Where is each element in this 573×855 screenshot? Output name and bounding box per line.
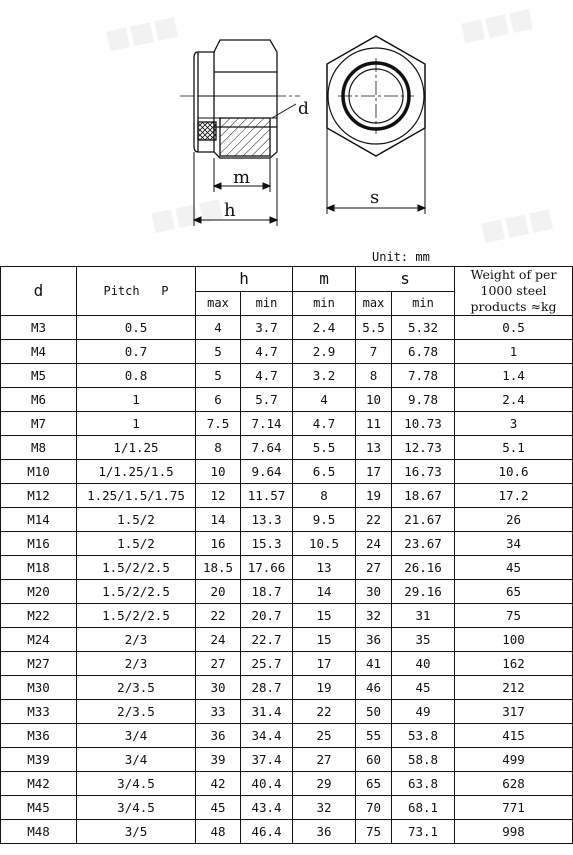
cell-h-min: 43.4 xyxy=(241,796,293,820)
cell-s-min: 26.16 xyxy=(392,556,455,580)
cell-s-max: 22 xyxy=(356,508,392,532)
cell-d: M6 xyxy=(1,388,77,412)
cell-weight: 628 xyxy=(455,772,573,796)
cell-h-max: 36 xyxy=(196,724,241,748)
cell-pitch: 3/4 xyxy=(77,748,196,772)
cell-h-max: 10 xyxy=(196,460,241,484)
cell-s-max: 7 xyxy=(356,340,392,364)
cell-m-min: 36 xyxy=(293,820,356,844)
table-row xyxy=(1,556,573,580)
cell-m-min: 17 xyxy=(293,652,356,676)
cell-pitch: 1.5/2/2.5 xyxy=(77,604,196,628)
cell-weight: 0.5 xyxy=(455,316,573,340)
table-row xyxy=(1,820,573,844)
cell-pitch: 0.5 xyxy=(77,316,196,340)
cell-s-min: 45 xyxy=(392,676,455,700)
cell-s-max: 32 xyxy=(356,604,392,628)
cell-h-min: 3.7 xyxy=(241,316,293,340)
cell-s-min: 73.1 xyxy=(392,820,455,844)
cell-m-min: 9.5 xyxy=(293,508,356,532)
cell-m-min: 6.5 xyxy=(293,460,356,484)
cell-h-max: 7.5 xyxy=(196,412,241,436)
cell-h-min: 4.7 xyxy=(241,364,293,388)
cell-m-min: 10.5 xyxy=(293,532,356,556)
cell-m-min: 29 xyxy=(293,772,356,796)
cell-weight: 771 xyxy=(455,796,573,820)
cell-pitch: 0.7 xyxy=(77,340,196,364)
cell-s-min: 6.78 xyxy=(392,340,455,364)
cell-h-max: 12 xyxy=(196,484,241,508)
cell-h-min: 9.64 xyxy=(241,460,293,484)
cell-weight: 10.6 xyxy=(455,460,573,484)
unit-label: Unit: mm xyxy=(372,250,430,264)
cell-pitch: 1.25/1.5/1.75 xyxy=(77,484,196,508)
cell-h-min: 4.7 xyxy=(241,340,293,364)
cell-m-min: 19 xyxy=(293,676,356,700)
header-s-max: max xyxy=(356,291,392,316)
cell-s-min: 9.78 xyxy=(392,388,455,412)
cell-d: M39 xyxy=(1,748,77,772)
cell-d: M42 xyxy=(1,772,77,796)
cell-weight: 415 xyxy=(455,724,573,748)
cell-pitch: 1.5/2/2.5 xyxy=(77,556,196,580)
cell-h-max: 16 xyxy=(196,532,241,556)
table-row xyxy=(1,484,573,508)
cell-d: M30 xyxy=(1,676,77,700)
cell-s-min: 58.8 xyxy=(392,748,455,772)
watermark: ■■■ xyxy=(102,10,182,56)
cell-s-min: 18.67 xyxy=(392,484,455,508)
table-row xyxy=(1,388,573,412)
header-h: h xyxy=(196,267,293,292)
watermark: ■■■ xyxy=(457,2,537,48)
cell-m-min: 32 xyxy=(293,796,356,820)
cell-s-min: 21.67 xyxy=(392,508,455,532)
cell-s-max: 17 xyxy=(356,460,392,484)
cell-h-max: 33 xyxy=(196,700,241,724)
table-row xyxy=(1,532,573,556)
table-row xyxy=(1,772,573,796)
cell-d: M7 xyxy=(1,412,77,436)
cell-pitch: 2/3 xyxy=(77,628,196,652)
cell-s-min: 68.1 xyxy=(392,796,455,820)
cell-pitch: 2/3.5 xyxy=(77,676,196,700)
cell-s-min: 5.32 xyxy=(392,316,455,340)
cell-pitch: 1/1.25 xyxy=(77,436,196,460)
table-row xyxy=(1,436,573,460)
drawing-label-h: h xyxy=(224,200,236,221)
cell-s-min: 23.67 xyxy=(392,532,455,556)
cell-pitch: 1/1.25/1.5 xyxy=(77,460,196,484)
cell-d: M20 xyxy=(1,580,77,604)
cell-h-max: 20 xyxy=(196,580,241,604)
cell-pitch: 1.5/2 xyxy=(77,508,196,532)
cell-h-min: 20.7 xyxy=(241,604,293,628)
cell-weight: 17.2 xyxy=(455,484,573,508)
cell-h-min: 31.4 xyxy=(241,700,293,724)
cell-d: M33 xyxy=(1,700,77,724)
cell-weight: 1 xyxy=(455,340,573,364)
cell-d: M5 xyxy=(1,364,77,388)
cell-h-min: 25.7 xyxy=(241,652,293,676)
header-pitch: Pitch P xyxy=(77,267,196,316)
cell-s-max: 24 xyxy=(356,532,392,556)
cell-m-min: 15 xyxy=(293,604,356,628)
drawing-label-d: d xyxy=(298,99,309,119)
header-s: s xyxy=(356,267,455,292)
cell-s-min: 10.73 xyxy=(392,412,455,436)
cell-m-min: 25 xyxy=(293,724,356,748)
table-row xyxy=(1,364,573,388)
cell-h-min: 37.4 xyxy=(241,748,293,772)
table-row xyxy=(1,628,573,652)
cell-d: M48 xyxy=(1,820,77,844)
cell-s-min: 12.73 xyxy=(392,436,455,460)
table-row xyxy=(1,580,573,604)
cell-weight: 34 xyxy=(455,532,573,556)
cell-h-max: 30 xyxy=(196,676,241,700)
table-row xyxy=(1,316,573,340)
cell-h-min: 15.3 xyxy=(241,532,293,556)
cell-d: M12 xyxy=(1,484,77,508)
cell-h-min: 7.64 xyxy=(241,436,293,460)
cell-weight: 998 xyxy=(455,820,573,844)
cell-h-min: 28.7 xyxy=(241,676,293,700)
cell-weight: 317 xyxy=(455,700,573,724)
cell-m-min: 15 xyxy=(293,628,356,652)
cell-d: M3 xyxy=(1,316,77,340)
cell-d: M18 xyxy=(1,556,77,580)
table-row xyxy=(1,340,573,364)
cell-h-max: 5 xyxy=(196,340,241,364)
cell-m-min: 22 xyxy=(293,700,356,724)
header-weight: Weight of per 1000 steel products ≈kg xyxy=(455,267,573,316)
cell-h-max: 48 xyxy=(196,820,241,844)
header-d: d xyxy=(1,267,77,316)
cell-s-max: 13 xyxy=(356,436,392,460)
cell-m-min: 13 xyxy=(293,556,356,580)
cell-s-max: 65 xyxy=(356,772,392,796)
nut-drawing xyxy=(0,0,573,250)
cell-h-min: 17.66 xyxy=(241,556,293,580)
cell-s-min: 29.16 xyxy=(392,580,455,604)
cell-pitch: 3/4 xyxy=(77,724,196,748)
cell-s-max: 41 xyxy=(356,652,392,676)
cell-s-max: 19 xyxy=(356,484,392,508)
cell-d: M45 xyxy=(1,796,77,820)
cell-h-max: 42 xyxy=(196,772,241,796)
cell-h-max: 39 xyxy=(196,748,241,772)
table-row xyxy=(1,796,573,820)
cell-s-max: 50 xyxy=(356,700,392,724)
header-m: m xyxy=(293,267,356,292)
cell-d: M16 xyxy=(1,532,77,556)
cell-d: M4 xyxy=(1,340,77,364)
cell-d: M22 xyxy=(1,604,77,628)
cell-weight: 45 xyxy=(455,556,573,580)
cell-weight: 2.4 xyxy=(455,388,573,412)
cell-m-min: 27 xyxy=(293,748,356,772)
cell-d: M14 xyxy=(1,508,77,532)
cell-h-max: 14 xyxy=(196,508,241,532)
cell-pitch: 2/3 xyxy=(77,652,196,676)
cell-s-min: 16.73 xyxy=(392,460,455,484)
cell-pitch: 3/4.5 xyxy=(77,772,196,796)
cell-h-max: 45 xyxy=(196,796,241,820)
cell-s-max: 55 xyxy=(356,724,392,748)
cell-h-max: 6 xyxy=(196,388,241,412)
cell-weight: 100 xyxy=(455,628,573,652)
cell-s-max: 75 xyxy=(356,820,392,844)
cell-weight: 1.4 xyxy=(455,364,573,388)
header-h-max: max xyxy=(196,291,241,316)
table-row xyxy=(1,700,573,724)
header-m-min: min xyxy=(293,291,356,316)
cell-weight: 75 xyxy=(455,604,573,628)
cell-weight: 5.1 xyxy=(455,436,573,460)
table-row xyxy=(1,412,573,436)
cell-h-max: 27 xyxy=(196,652,241,676)
table-row xyxy=(1,724,573,748)
cell-pitch: 1 xyxy=(77,388,196,412)
cell-s-min: 63.8 xyxy=(392,772,455,796)
cell-s-max: 27 xyxy=(356,556,392,580)
cell-weight: 65 xyxy=(455,580,573,604)
cell-s-min: 49 xyxy=(392,700,455,724)
cell-d: M8 xyxy=(1,436,77,460)
cell-m-min: 5.5 xyxy=(293,436,356,460)
cell-weight: 3 xyxy=(455,412,573,436)
header-h-min: min xyxy=(241,291,293,316)
cell-h-min: 18.7 xyxy=(241,580,293,604)
cell-s-max: 36 xyxy=(356,628,392,652)
cell-s-min: 53.8 xyxy=(392,724,455,748)
cell-h-max: 5 xyxy=(196,364,241,388)
cell-pitch: 3/5 xyxy=(77,820,196,844)
cell-s-max: 30 xyxy=(356,580,392,604)
watermark: ■■■ xyxy=(147,192,227,238)
cell-h-max: 8 xyxy=(196,436,241,460)
cell-s-max: 10 xyxy=(356,388,392,412)
cell-h-max: 18.5 xyxy=(196,556,241,580)
cell-m-min: 3.2 xyxy=(293,364,356,388)
cell-s-min: 35 xyxy=(392,628,455,652)
cell-s-max: 11 xyxy=(356,412,392,436)
cell-pitch: 1 xyxy=(77,412,196,436)
cell-h-min: 7.14 xyxy=(241,412,293,436)
cell-pitch: 2/3.5 xyxy=(77,700,196,724)
cell-d: M27 xyxy=(1,652,77,676)
cell-s-min: 40 xyxy=(392,652,455,676)
cell-h-min: 5.7 xyxy=(241,388,293,412)
cell-m-min: 2.4 xyxy=(293,316,356,340)
cell-h-min: 13.3 xyxy=(241,508,293,532)
cell-pitch: 1.5/2/2.5 xyxy=(77,580,196,604)
cell-s-min: 31 xyxy=(392,604,455,628)
cell-pitch: 1.5/2 xyxy=(77,532,196,556)
cell-h-min: 34.4 xyxy=(241,724,293,748)
header-s-min: min xyxy=(392,291,455,316)
cell-d: M24 xyxy=(1,628,77,652)
table-row xyxy=(1,748,573,772)
cell-m-min: 14 xyxy=(293,580,356,604)
cell-m-min: 4.7 xyxy=(293,412,356,436)
table-row xyxy=(1,676,573,700)
table-row xyxy=(1,652,573,676)
side-view xyxy=(194,40,277,158)
watermark: ■■■ xyxy=(477,202,557,248)
table-row xyxy=(1,604,573,628)
cell-h-min: 46.4 xyxy=(241,820,293,844)
cell-h-min: 40.4 xyxy=(241,772,293,796)
cell-s-max: 70 xyxy=(356,796,392,820)
cell-s-max: 5.5 xyxy=(356,316,392,340)
cell-s-min: 7.78 xyxy=(392,364,455,388)
cell-weight: 26 xyxy=(455,508,573,532)
cell-d: M36 xyxy=(1,724,77,748)
cell-h-max: 22 xyxy=(196,604,241,628)
cell-m-min: 8 xyxy=(293,484,356,508)
cell-m-min: 2.9 xyxy=(293,340,356,364)
drawing-label-m: m xyxy=(233,167,251,188)
cell-weight: 499 xyxy=(455,748,573,772)
cell-pitch: 0.8 xyxy=(77,364,196,388)
cell-h-max: 24 xyxy=(196,628,241,652)
drawing-label-s: s xyxy=(370,187,380,208)
cell-pitch: 3/4.5 xyxy=(77,796,196,820)
cell-d: M10 xyxy=(1,460,77,484)
cell-weight: 212 xyxy=(455,676,573,700)
table-row xyxy=(1,460,573,484)
cell-s-max: 60 xyxy=(356,748,392,772)
cell-m-min: 4 xyxy=(293,388,356,412)
cell-s-max: 46 xyxy=(356,676,392,700)
dimension-table xyxy=(0,266,573,844)
cell-h-min: 11.57 xyxy=(241,484,293,508)
table-row xyxy=(1,508,573,532)
cell-weight: 162 xyxy=(455,652,573,676)
cell-s-max: 8 xyxy=(356,364,392,388)
cell-h-max: 4 xyxy=(196,316,241,340)
cell-h-min: 22.7 xyxy=(241,628,293,652)
